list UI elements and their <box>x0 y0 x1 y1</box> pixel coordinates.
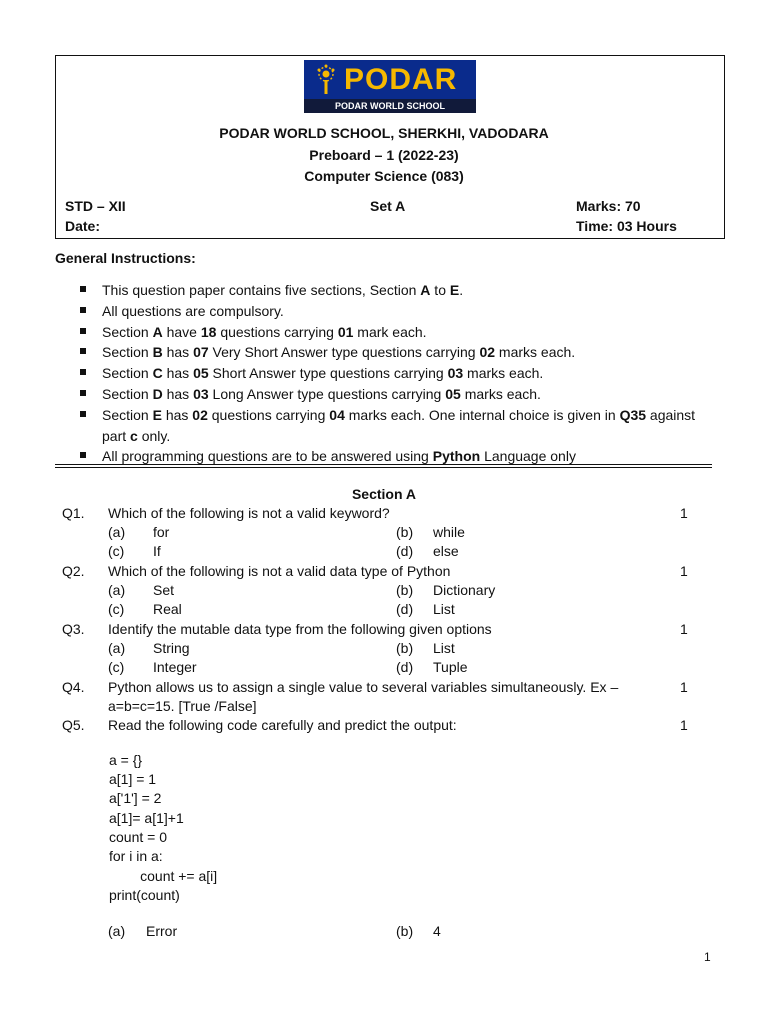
option-label: (b) <box>396 582 414 598</box>
question-marks: 1 <box>680 679 688 695</box>
instruction-text: All programming questions are to be answered using <box>102 448 433 465</box>
logo-wordmark: PODAR <box>344 63 458 96</box>
instruction-text: 01 <box>337 323 354 340</box>
instruction-item <box>80 301 720 322</box>
option-value: Integer <box>153 659 197 675</box>
instruction-text: 18 <box>200 323 217 340</box>
instruction-item <box>80 384 720 405</box>
instruction-text: Very Short Answer type questions carrying <box>208 344 480 361</box>
question-text-continued: a=b=c=15. [True /False] <box>108 698 257 714</box>
question-marks: 1 <box>680 563 688 579</box>
page-number: 1 <box>704 950 711 964</box>
option-label: (b) <box>396 923 414 939</box>
instruction-text: All questions are compulsory. <box>102 302 284 319</box>
instruction-item <box>80 342 720 363</box>
code-line: count += a[i] <box>109 868 218 884</box>
option-label: (d) <box>396 659 414 675</box>
instruction-text: mark each. <box>353 323 427 340</box>
instruction-text: marks each. <box>463 365 544 382</box>
instruction-text: marks each. One internal choice is given in <box>344 406 620 423</box>
instruction-text: has <box>162 344 194 361</box>
instruction-text: 02 <box>192 406 208 423</box>
code-line: print(count) <box>109 887 180 903</box>
instruction-text: B <box>152 344 163 361</box>
subject-title: Computer Science (083) <box>304 168 464 184</box>
option-label: (a) <box>108 582 126 598</box>
code-line: a[1] = 1 <box>109 771 157 787</box>
instruction-text: A <box>152 323 163 340</box>
option-value: List <box>433 640 455 656</box>
instruction-text: 02 <box>479 344 496 361</box>
instruction-text: questions carrying <box>207 406 330 423</box>
option-value: 4 <box>433 923 441 939</box>
instruction-item <box>80 405 720 447</box>
question-marks: 1 <box>680 717 688 733</box>
instruction-text: has <box>161 406 193 423</box>
date-label: Date: <box>65 218 101 234</box>
question-number: Q5. <box>62 717 85 733</box>
question-marks: 1 <box>680 621 688 637</box>
instruction-text: Section <box>102 365 153 382</box>
option-value: Tuple <box>433 659 468 675</box>
instruction-item <box>80 322 720 343</box>
option-value: Dictionary <box>433 582 496 598</box>
instruction-item <box>80 280 720 301</box>
school-name: PODAR WORLD SCHOOL, SHERKHI, VADODARA <box>219 125 549 141</box>
code-line: a = {} <box>109 752 143 768</box>
question-text: Identify the mutable data type from the following given options <box>108 621 492 637</box>
instruction-text: Short Answer type questions carrying <box>208 365 448 382</box>
question-number: Q2. <box>62 563 85 579</box>
question-marks: 1 <box>680 505 688 521</box>
option-label: (c) <box>108 543 125 559</box>
option-value: Set <box>153 582 175 598</box>
option-value: while <box>433 524 465 540</box>
option-label: (b) <box>396 640 414 656</box>
question-text: Python allows us to assign a single value to several variables simultaneously. Ex – <box>108 679 619 695</box>
instruction-text: E <box>449 282 460 298</box>
instruction-text: Section <box>102 385 153 402</box>
instruction-text: against part <box>102 406 696 444</box>
option-value: else <box>433 543 459 559</box>
option-value: String <box>153 640 190 656</box>
instructions-heading: General Instructions: <box>55 250 196 266</box>
option-label: (d) <box>396 543 414 559</box>
instruction-text: marks each. <box>460 385 541 402</box>
instruction-text: c <box>130 427 138 444</box>
logo-strip-text: PODAR WORLD SCHOOL <box>304 99 476 113</box>
exam-title: Preboard – 1 (2022-23) <box>309 147 459 163</box>
instruction-text: C <box>152 365 163 382</box>
option-label: (d) <box>396 601 414 617</box>
section-title: Section A <box>351 486 417 502</box>
instruction-text: 03 <box>447 365 464 382</box>
instruction-text: only. <box>137 427 171 444</box>
option-label: (a) <box>108 524 126 540</box>
instruction-text: Section <box>102 344 153 361</box>
code-line: a['1'] = 2 <box>109 790 162 806</box>
option-label: (b) <box>396 524 414 540</box>
question-number: Q1. <box>62 505 85 521</box>
question-number: Q4. <box>62 679 85 695</box>
instruction-item <box>80 363 720 384</box>
instruction-text: Section <box>102 323 153 340</box>
code-line: a[1]= a[1]+1 <box>109 810 184 826</box>
instructions-list <box>80 280 720 467</box>
option-value: Error <box>146 923 178 939</box>
instruction-text: Q35 <box>619 406 647 423</box>
option-value: Real <box>153 601 182 617</box>
instruction-text: Language only <box>480 448 576 465</box>
instruction-text: 05 <box>193 365 209 382</box>
instruction-text: have <box>162 323 201 340</box>
divider-bottom <box>55 467 712 468</box>
question-text: Which of the following is not a valid keyword? <box>108 505 390 521</box>
code-line: count = 0 <box>109 829 167 845</box>
time-label: Time: 03 Hours <box>576 218 677 234</box>
school-logo <box>304 60 476 113</box>
instruction-text: 03 <box>193 385 209 402</box>
instruction-text: Section <box>102 406 153 423</box>
instruction-text: 04 <box>329 406 345 423</box>
option-label: (c) <box>108 601 125 617</box>
divider-top <box>55 464 712 465</box>
std-label: STD – XII <box>65 198 126 214</box>
instruction-text: questions carrying <box>216 323 338 340</box>
instruction-text: Long Answer type questions carrying <box>208 385 446 402</box>
code-line: for i in a: <box>109 848 163 864</box>
marks-label: Marks: 70 <box>576 198 641 214</box>
instruction-text: 07 <box>193 344 209 361</box>
option-label: (a) <box>108 640 126 656</box>
option-label: (a) <box>108 923 126 939</box>
instruction-text: marks each. <box>495 344 576 361</box>
option-value: If <box>153 543 161 559</box>
instruction-text: Python <box>432 448 481 465</box>
option-label: (c) <box>108 659 125 675</box>
instruction-text: A <box>420 282 431 298</box>
instruction-text: 05 <box>445 385 461 402</box>
instruction-text: has <box>162 365 194 382</box>
tree-icon <box>310 64 342 96</box>
instruction-text: has <box>162 385 194 402</box>
instruction-text: . <box>459 282 464 298</box>
question-text: Read the following code carefully and predict the output: <box>108 717 457 733</box>
question-number: Q3. <box>62 621 85 637</box>
instruction-text: This question paper contains five sections, Section <box>102 282 421 298</box>
question-text: Which of the following is not a valid data type of Python <box>108 563 451 579</box>
instruction-text: D <box>152 385 163 402</box>
set-label: Set A <box>370 198 406 214</box>
option-value: List <box>433 601 455 617</box>
instruction-text: to <box>430 282 450 298</box>
instruction-text: E <box>152 406 162 423</box>
option-value: for <box>153 524 170 540</box>
